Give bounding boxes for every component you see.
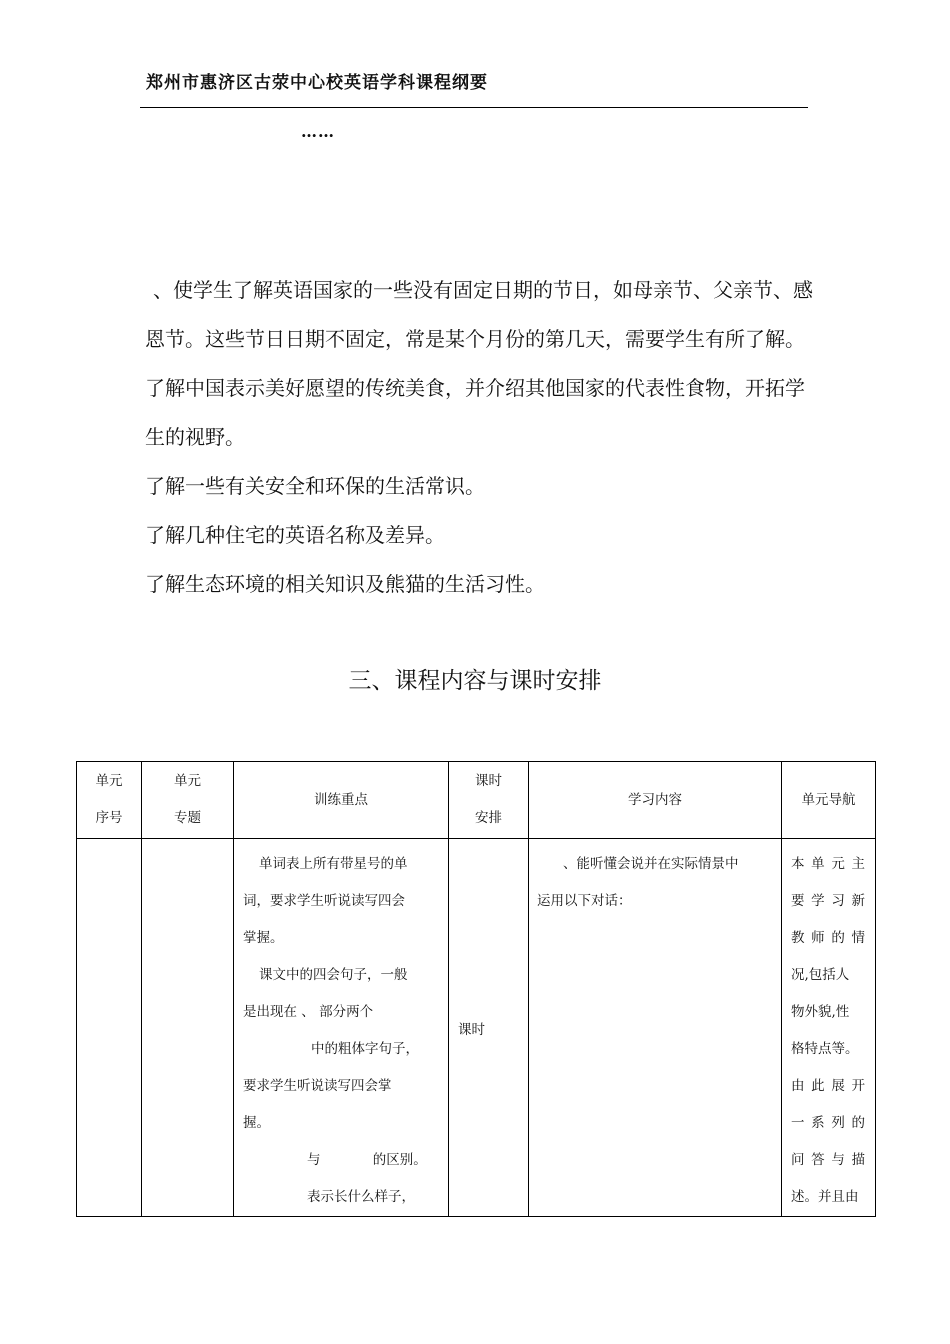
- cell-class-hours: 课时: [449, 839, 529, 1217]
- guide-line: 教师的情: [791, 930, 865, 946]
- header-divider: [140, 107, 808, 108]
- guide-line: 物外貌,性: [791, 1004, 850, 1020]
- focus-line: 词，要求学生听说读写四会: [243, 893, 405, 909]
- body-paragraph: 了解一些有关安全和环保的生活常识。: [145, 474, 485, 498]
- guide-line: 格特点等。: [791, 1041, 859, 1057]
- table-row: [77, 839, 876, 1217]
- syllabus-table: [76, 761, 876, 1217]
- focus-line: 是出现在 、 部分两个: [243, 1004, 374, 1020]
- header-learning-content: 学习内容: [529, 762, 782, 839]
- focus-line: 掌握。: [243, 930, 284, 946]
- ellipsis-marker: ……: [301, 122, 335, 141]
- table-header-row: [77, 762, 876, 839]
- header-unit-topic: 单元 专题: [142, 762, 234, 839]
- header-class-hours: 课时 安排: [449, 762, 529, 839]
- focus-line: 中的粗体字句子，: [311, 1041, 419, 1057]
- body-paragraph: 了解生态环境的相关知识及熊猫的生活习性。: [145, 572, 545, 596]
- guide-line: 由此展开: [791, 1078, 865, 1094]
- focus-line: 单词表上所有带星号的单: [259, 856, 408, 872]
- guide-line: 要学习新: [791, 893, 865, 909]
- focus-line: 课文中的四会句子，一般: [259, 967, 408, 983]
- cell-unit-topic: [142, 839, 234, 1217]
- body-paragraph: 、使学生了解英语国家的一些没有固定日期的节日，如母亲节、父亲节、感恩节。这些节日日期不固定，常是某个月份的第几天，需要学生有所了解。: [145, 278, 813, 351]
- guide-line: 况,包括人: [791, 967, 850, 983]
- guide-line: 述。并且由: [791, 1189, 859, 1205]
- focus-line: 握。: [243, 1115, 270, 1131]
- guide-line: 问答与描: [791, 1152, 865, 1168]
- cell-learning-content: [529, 839, 782, 1217]
- cell-unit-guide: [782, 839, 876, 1217]
- focus-line: 表示长什么样子，: [307, 1189, 415, 1205]
- guide-line: 本单元主: [791, 856, 865, 872]
- header-unit-no: 单元 序号: [77, 762, 142, 839]
- focus-line: 要求学生听说读写四会掌: [243, 1078, 392, 1094]
- content-line: 运用以下对话：: [537, 893, 632, 909]
- document-header-title: 郑州市惠济区古荥中心校英语学科课程纲要: [146, 73, 488, 93]
- content-line: 、能听懂会说并在实际情景中: [563, 856, 739, 872]
- section-heading: 三、课程内容与课时安排: [348, 668, 602, 694]
- cell-training-focus: [234, 839, 449, 1217]
- header-unit-guide: 单元导航: [782, 762, 876, 839]
- body-paragraph: 了解中国表示美好愿望的传统美食，并介绍其他国家的代表性食物，开拓学生的视野。: [145, 376, 805, 449]
- body-text: [145, 266, 815, 609]
- cell-unit-no: [77, 839, 142, 1217]
- guide-line: 一系列的: [791, 1115, 865, 1131]
- body-paragraph: 了解几种住宅的英语名称及差异。: [145, 523, 445, 547]
- header-training-focus: 训练重点: [234, 762, 449, 839]
- focus-line: 与 的区别。: [307, 1152, 427, 1168]
